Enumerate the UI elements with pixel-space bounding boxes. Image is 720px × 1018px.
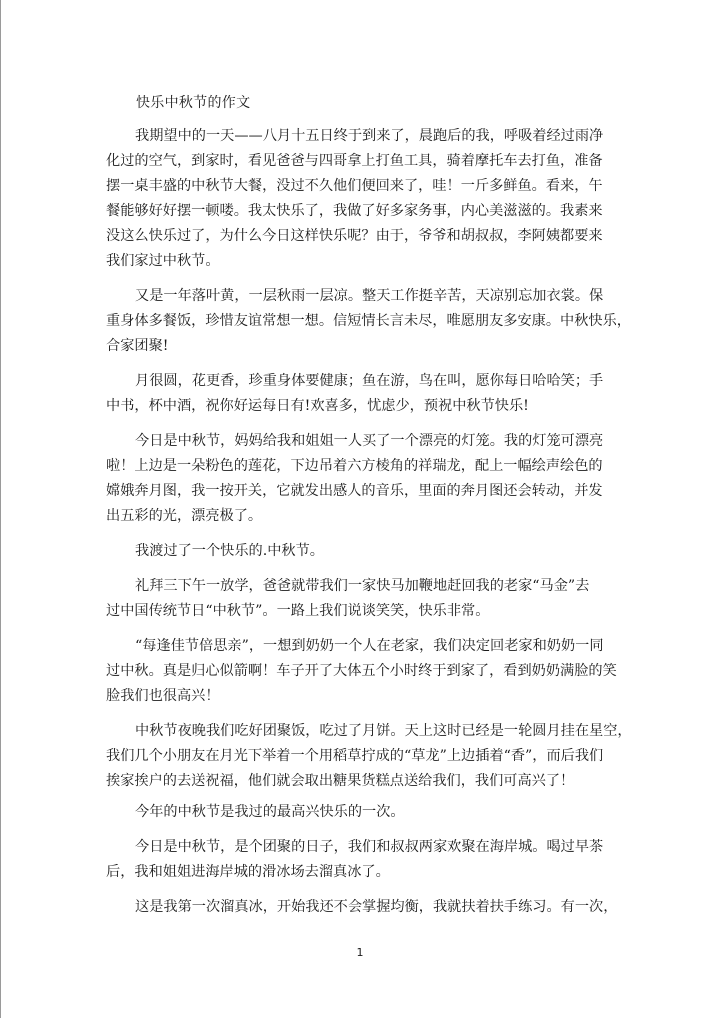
text-line: 摆一桌丰盛的中秋节大餐，没过不久他们便回来了，哇！一斤多鲜鱼。看来，午	[106, 178, 603, 194]
page-number: 1	[356, 946, 364, 959]
paragraph	[106, 369, 626, 419]
text-line: 我们家过中秋节。	[106, 253, 220, 269]
text-line: 合家团聚!	[106, 338, 169, 354]
document-title: 快乐中秋节的作文	[136, 95, 251, 111]
document-body	[106, 124, 632, 920]
text-line: 重身体多餐饭，珍惜友谊常想一想。信短情长言未尽，唯愿朋友多安康。中秋快乐，	[106, 313, 631, 329]
text-line: 化过的空气，到家时，看见爸爸与四哥拿上打鱼工具，骑着摩托车去打鱼，准备	[106, 153, 603, 169]
text-line: 餐能够好好摆一顿喽。我太快乐了，我做了好多家务事，内心美滋滋的。我素来	[106, 203, 603, 219]
text-line: 我们几个小朋友在月光下举着一个用稻草拧成的“草龙”上边插着“香”，而后我们	[106, 748, 604, 764]
paragraph	[106, 539, 626, 564]
text-line: 啦！上边是一朵粉色的莲花，下边吊着六方棱角的祥瑞龙，配上一幅绘声绘色的	[106, 458, 603, 474]
text-line: 中书，杯中酒，祝你好运每日有!欢喜多，忧虑少，预祝中秋节快乐!	[106, 398, 529, 414]
page-edge	[0, 0, 1, 1018]
text-line: 嫦娥奔月图，我一按开关，它就发出感人的音乐，里面的奔月图还会转动，并发	[106, 483, 603, 499]
text-line: 出五彩的光，漂亮极了。	[106, 508, 263, 524]
paragraph	[106, 429, 626, 529]
text-line: 过中国传统节日“中秋节”。一路上我们说谈笑笑，快乐非常。	[106, 603, 490, 619]
text-line: 过中秋。真是归心似箭啊！车子开了大体五个小时终于到家了，看到奶奶满脸的笑	[106, 663, 617, 679]
text-line: 后，我和姐姐进海岸城的滑冰场去溜真冰了。	[106, 864, 390, 880]
paragraph	[106, 634, 626, 709]
paragraph	[106, 800, 626, 825]
text-line: 脸我们也很高兴！	[106, 688, 220, 704]
text-line: 今日是中秋节，是个团聚的日子，我们和叔叔两家欢聚在海岸城。喝过早茶	[135, 839, 604, 855]
paragraph	[106, 835, 626, 885]
text-line: 我渡过了一个快乐的.中秋节。	[135, 543, 324, 559]
paragraph	[106, 895, 626, 920]
text-line: 没这么快乐过了，为什么今日这样快乐呢？由于，爷爷和胡叔叔，李阿姨都要来	[106, 228, 603, 244]
text-line: 今年的中秋节是我过的最高兴快乐的一次。	[135, 804, 405, 820]
text-line: 挨家挨户的去送祝福，他们就会取出糖果货糕点送给我们，我们可高兴了！	[106, 773, 575, 789]
paragraph	[106, 574, 626, 624]
paragraph	[106, 284, 631, 359]
text-line: “每逢佳节倍思亲”，一想到奶奶一个人在老家，我们决定回老家和奶奶一同	[135, 638, 604, 654]
text-line: 我期望中的一天——八月十五日终于到来了，晨跑后的我，呼吸着经过雨净	[135, 128, 604, 144]
text-line: 又是一年落叶黄，一层秋雨一层凉。整天工作挺辛苦，天凉别忘加衣裳。保	[135, 288, 604, 304]
text-line: 这是我第一次溜真冰，开始我还不会掌握均衡，我就扶着扶手练习。有一次，	[135, 899, 618, 915]
paragraph	[106, 124, 626, 274]
text-line: 今日是中秋节，妈妈给我和姐姐一人买了一个漂亮的灯笼。我的灯笼可漂亮	[135, 433, 604, 449]
text-line: 中秋节夜晚我们吃好团聚饭，吃过了月饼。天上这时已经是一轮圆月挂在星空，	[135, 723, 632, 739]
text-line: 礼拜三下午一放学，爸爸就带我们一家快马加鞭地赶回我的老家“马金”去	[135, 578, 590, 594]
text-line: 月很圆，花更香，珍重身体要健康；鱼在游，鸟在叫，愿你每日哈哈笑；手	[135, 373, 604, 389]
paragraph	[106, 719, 632, 794]
